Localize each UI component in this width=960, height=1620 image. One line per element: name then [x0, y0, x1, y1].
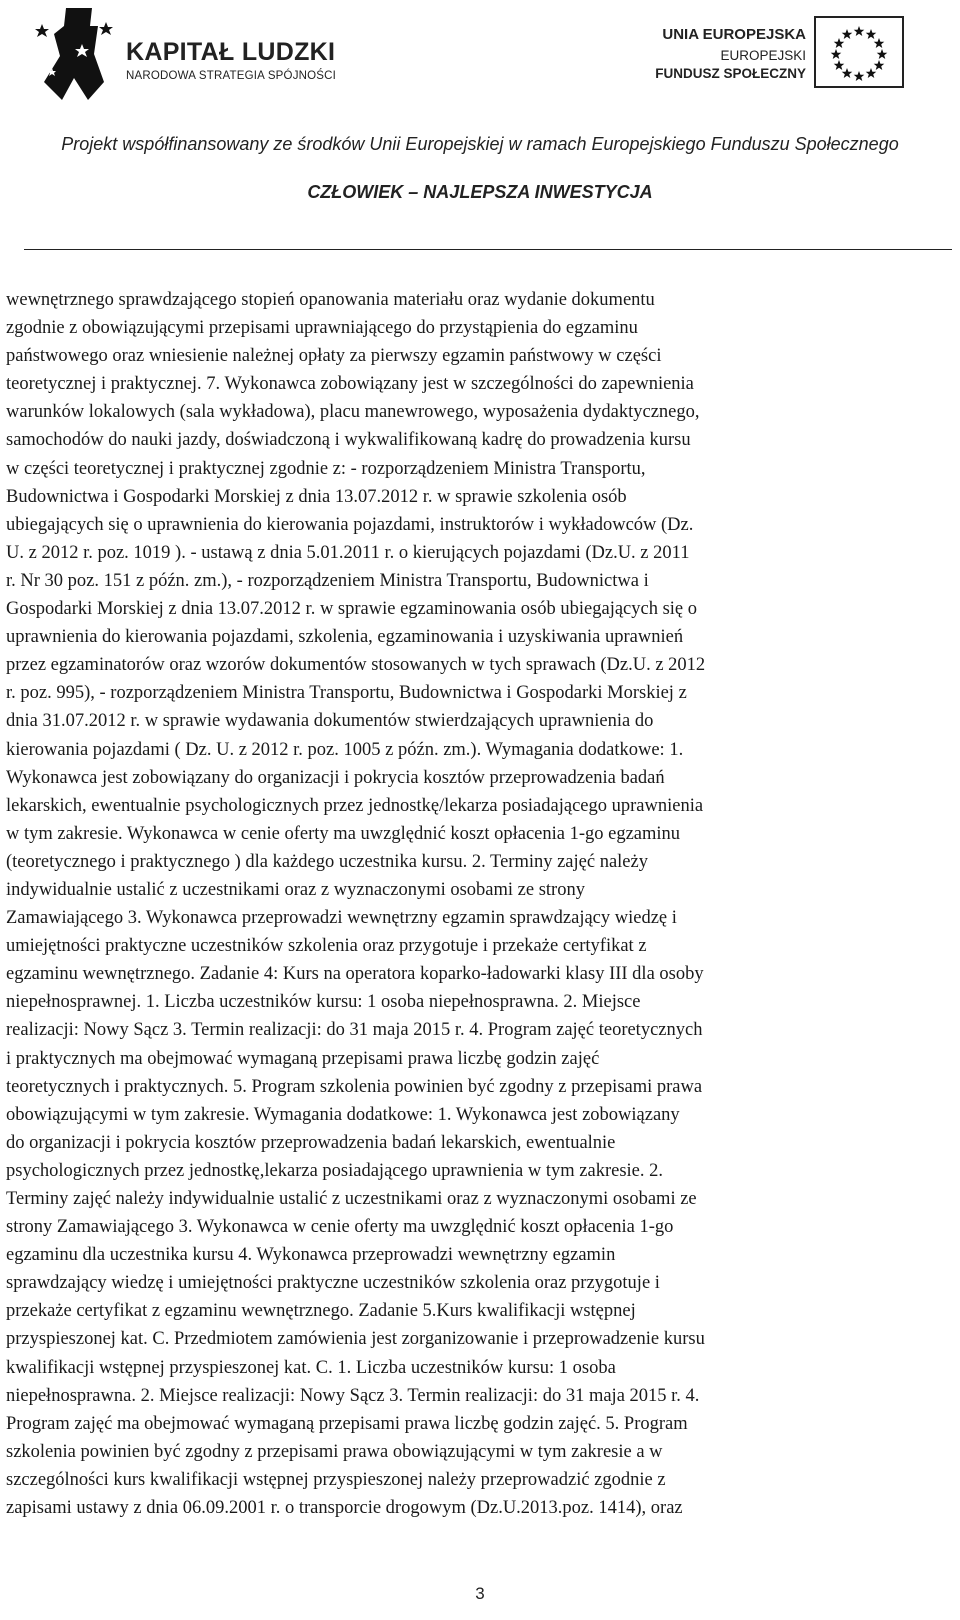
text-line: realizacji: Nowy Sącz 3. Termin realizacji: do 31 maja 2015 r. 4. Program zajęć teoretycznych: [6, 1020, 703, 1041]
eu-name: UNIA EUROPEJSKA: [662, 26, 806, 43]
text-line: egzaminu wewnętrznego. Zadanie 4: Kurs na operatora koparko-ładowarki klasy III dla osoby: [6, 964, 704, 985]
text-line: teoretycznych i praktycznych. 5. Program szkolenia powinien być zgodny z przepisami prawa: [6, 1076, 703, 1097]
text-line: do organizacji i pokrycia kosztów przeprowadzenia badań lekarskich, ewentualnie: [6, 1132, 616, 1153]
text-line: zgodnie z obowiązującymi przepisami uprawniającego do przystąpienia do egzaminu: [6, 318, 638, 339]
text-line: Wykonawca jest zobowiązany do organizacji i pokrycia kosztów przeprowadzenia badań: [6, 767, 665, 788]
text-line: i praktycznych ma obejmować wymaganą przepisami prawa liczbę godzin zajęć: [6, 1048, 600, 1069]
text-line: obowiązującymi w tym zakresie. Wymagania dodatkowe: 1. Wykonawca jest zobowiązany: [6, 1104, 680, 1125]
eu-fund-line-2: FUNDUSZ SPOŁECZNY: [655, 66, 806, 81]
text-line: Gospodarki Morskiej z dnia 13.07.2012 r. w sprawie egzaminowania osób ubiegających się o: [6, 599, 698, 620]
text-line: strony Zamawiającego 3. Wykonawca w cenie oferty ma uwzględnić koszt opłacenia 1-go: [6, 1217, 674, 1238]
text-line: szczególności kurs kwalifikacji wstępnej przyspieszonej należy przeprowadzić zgodnie z: [6, 1469, 666, 1490]
eu-logo: [636, 12, 926, 96]
text-line: r. Nr 30 poz. 151 z późn. zm.), - rozporządzeniem Ministra Transportu, Budownictwa i: [6, 570, 649, 591]
text-line: Zamawiającego 3. Wykonawca przeprowadzi wewnętrzny egzamin sprawdzający wiedzę i: [6, 908, 677, 929]
kapital-ludzki-emblem-icon: [32, 4, 122, 104]
text-line: szkolenia powinien być zgodny z przepisami prawa obowiązującymi w tym zakresie a w: [6, 1441, 663, 1462]
text-line: przekaże certyfikat z egzaminu wewnętrznego. Zadanie 5.Kurs kwalifikacji wstępnej: [6, 1301, 636, 1322]
text-line: lekarskich, ewentualnie psychologicznych przez jednostkę/lekarza posiadającego uprawnienia: [6, 795, 704, 816]
text-line: zapisami ustawy z dnia 06.09.2001 r. o transporcie drogowym (Dz.U.2013.poz. 1414), oraz: [6, 1498, 683, 1519]
text-line: psychologicznych przez jednostkę,lekarza posiadającego uprawnienia w tym zakresie. 2.: [6, 1160, 663, 1181]
page-header: [0, 0, 960, 260]
page-number: 3: [475, 1584, 485, 1603]
text-line: sprawdzający wiedzę i umiejętności praktyczne uczestników szkolenia oraz przygotuje i: [6, 1273, 660, 1294]
text-line: warunków lokalowych (sala wykładowa), placu manewrowego, wyposażenia dydaktycznego,: [6, 402, 700, 423]
text-line: samochodów do nauki jazdy, doświadczoną i wykwalifikowaną kadrę do prowadzenia kursu: [6, 430, 691, 451]
text-line: dnia 31.07.2012 r. w sprawie wydawania dokumentów stwierdzających uprawnienia do: [6, 711, 654, 732]
text-line: indywidualnie ustalić z uczestnikami oraz z wyznaczonymi osobami ze strony: [6, 879, 585, 900]
text-line: kierowania pojazdami ( Dz. U. z 2012 r. poz. 1005 z późn. zm.). Wymagania dodatkowe: 1.: [6, 739, 684, 760]
text-line: ubiegających się o uprawnienia do kierowania pojazdami, instruktorów i wykładowców (Dz.: [6, 514, 694, 535]
kapital-ludzki-logo: [32, 4, 362, 104]
text-line: niepełnosprawna. 2. Miejsce realizacji: Nowy Sącz 3. Termin realizacji: do 31 maja 2015 r. 4.: [6, 1385, 700, 1406]
text-line: wewnętrznego sprawdzającego stopień opanowania materiału oraz wydanie dokumentu: [6, 290, 655, 310]
text-line: umiejętności praktyczne uczestników szkolenia oraz przygotuje i przekaże certyfikat z: [6, 936, 647, 957]
eu-flag-icon: [814, 16, 904, 88]
text-line: Budownictwa i Gospodarki Morskiej z dnia 13.07.2012 r. w sprawie szkolenia osób: [6, 486, 627, 507]
header-divider: [24, 249, 952, 250]
text-line: egzaminu dla uczestnika kursu 4. Wykonawca przeprowadzi wewnętrzny egzamin: [6, 1245, 616, 1266]
text-line: Terminy zajęć należy indywidualnie ustalić z uczestnikami oraz z wyznaczonymi osobami ze: [6, 1189, 697, 1209]
text-line: teoretycznej i praktycznej. 7. Wykonawca zobowiązany jest w szczególności do zapewnienia: [6, 374, 694, 395]
text-line: r. poz. 995), - rozporządzeniem Ministra Transportu, Budownictwa i Gospodarki Morskiej z: [6, 683, 687, 704]
text-line: uprawnienia do kierowania pojazdami, szkolenia, egzaminowania i uzyskiwania uprawnień: [6, 627, 684, 648]
text-line: (teoretycznego i praktycznego ) dla każdego uczestnika kursu. 2. Terminy zajęć należy: [6, 851, 648, 872]
header-slogan: CZŁOWIEK – NAJLEPSZA INWESTYCJA: [307, 182, 653, 202]
text-line: przyspieszonej kat. C. Przedmiotem zamówienia jest zorganizowanie i przeprowadzenie kursu: [6, 1329, 705, 1350]
text-line: przez egzaminatorów oraz wzorów dokumentów stosowanych w tych sprawach (Dz.U. z 2012: [6, 655, 706, 676]
text-line: U. z 2012 r. poz. 1019 ). - ustawą z dnia 5.01.2011 r. o kierujących pojazdami (Dz.U. z 2011: [6, 542, 690, 563]
text-line: kwalifikacji wstępnej przyspieszonej kat. C. 1. Liczba uczestników kursu: 1 osoba: [6, 1357, 616, 1378]
text-line: w tym zakresie. Wykonawca w cenie oferty ma uwzględnić koszt opłacenia 1-go egzaminu: [6, 823, 681, 844]
project-cofinancing-line: Projekt współfinansowany ze środków Unii Europejskiej w ramach Europejskiego Funduszu Społecznego: [61, 134, 899, 154]
text-line: Program zajęć ma obejmować wymaganą przepisami prawa liczbę godzin zajęć. 5. Program: [6, 1413, 688, 1434]
logo-title: KAPITAŁ LUDZKI: [126, 38, 336, 66]
text-line: w części teoretycznej i praktycznej zgodnie z: - rozporządzeniem Ministra Transportu,: [6, 458, 646, 479]
logo-subtitle: NARODOWA STRATEGIA SPÓJNOŚCI: [126, 70, 337, 82]
document-body: [6, 286, 956, 1522]
eu-fund-line-1: EUROPEJSKI: [720, 48, 806, 63]
text-line: niepełnosprawnej. 1. Liczba uczestników kursu: 1 osoba niepełnosprawna. 2. Miejsce: [6, 992, 641, 1013]
text-line: państwowego oraz wniesienie należnej opłaty za pierwszy egzamin państwowy w części: [6, 346, 662, 367]
